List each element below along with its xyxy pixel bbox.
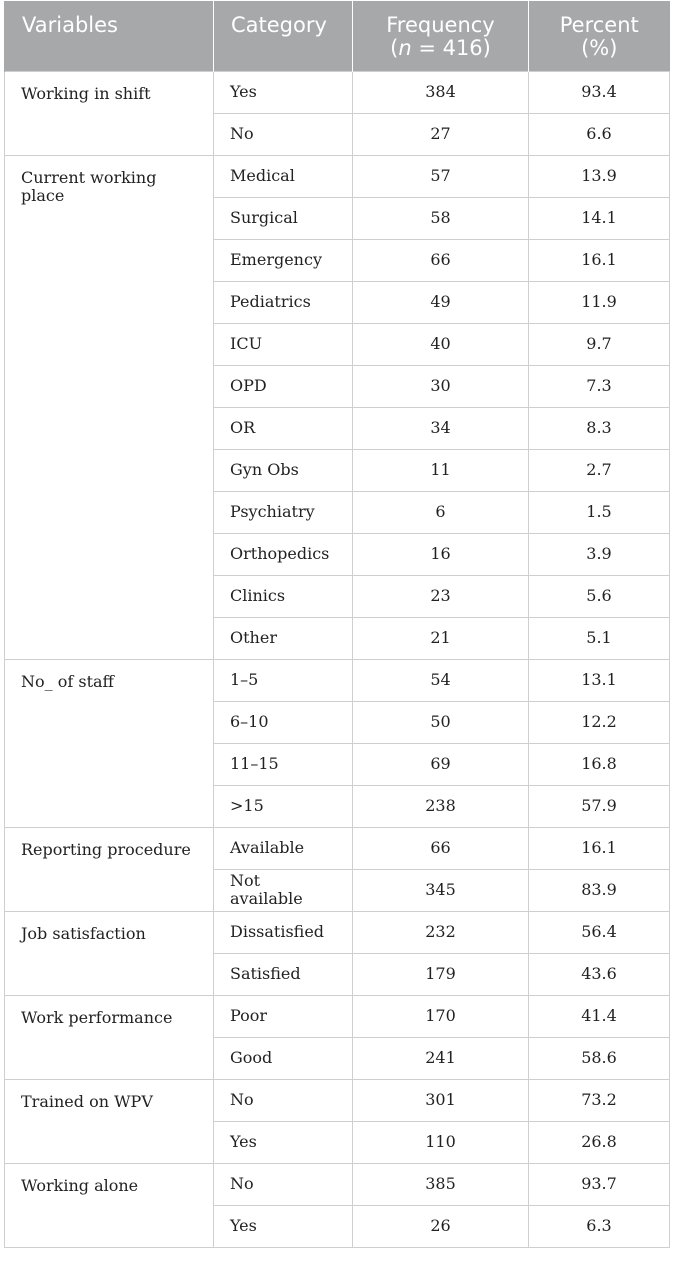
frequency-cell: 49 [353,281,529,323]
variable-cell: Reporting procedure [5,827,214,911]
percent-cell: 5.1 [529,617,670,659]
frequency-cell: 23 [353,575,529,617]
percent-cell: 41.4 [529,995,670,1037]
percent-cell: 26.8 [529,1121,670,1163]
category-cell: Poor [214,995,353,1037]
frequency-cell: 34 [353,407,529,449]
frequency-cell: 238 [353,785,529,827]
frequency-cell: 385 [353,1163,529,1205]
variable-cell: Trained on WPV [5,1079,214,1163]
percent-cell: 13.9 [529,155,670,197]
data-table [4,1,670,1248]
frequency-cell: 21 [353,617,529,659]
header-frequency: Frequency (n = 416) [353,1,529,71]
percent-cell: 58.6 [529,1037,670,1079]
percent-cell: 9.7 [529,323,670,365]
percent-cell: 14.1 [529,197,670,239]
percent-cell: 93.7 [529,1163,670,1205]
percent-cell: 6.3 [529,1205,670,1247]
table-body [5,71,670,1247]
category-cell: 1–5 [214,659,353,701]
category-cell: Dissatisfied [214,911,353,953]
percent-cell: 7.3 [529,365,670,407]
category-cell: Clinics [214,575,353,617]
category-cell: >15 [214,785,353,827]
header-category: Category [214,1,353,71]
frequency-cell: 179 [353,953,529,995]
variable-cell: Work performance [5,995,214,1079]
frequency-cell: 54 [353,659,529,701]
frequency-cell: 30 [353,365,529,407]
percent-cell: 56.4 [529,911,670,953]
variable-cell: Working in shift [5,71,214,155]
percent-cell: 43.6 [529,953,670,995]
category-cell: Surgical [214,197,353,239]
category-cell: Not available [214,869,353,911]
category-cell: Available [214,827,353,869]
percent-cell: 57.9 [529,785,670,827]
category-cell: Pediatrics [214,281,353,323]
percent-cell: 3.9 [529,533,670,575]
frequency-cell: 232 [353,911,529,953]
category-cell: No [214,1163,353,1205]
table-row [5,1163,670,1205]
table-row [5,659,670,701]
category-cell: 11–15 [214,743,353,785]
table-row [5,155,670,197]
frequency-cell: 26 [353,1205,529,1247]
frequency-cell: 11 [353,449,529,491]
percent-cell: 16.8 [529,743,670,785]
frequency-cell: 27 [353,113,529,155]
percent-cell: 83.9 [529,869,670,911]
category-cell: ICU [214,323,353,365]
frequency-cell: 301 [353,1079,529,1121]
category-cell: Psychiatry [214,491,353,533]
header-variables: Variables [5,1,214,71]
frequency-cell: 66 [353,827,529,869]
category-cell: Satisfied [214,953,353,995]
percent-cell: 6.6 [529,113,670,155]
category-cell: OPD [214,365,353,407]
frequency-cell: 384 [353,71,529,113]
category-cell: Emergency [214,239,353,281]
category-cell: 6–10 [214,701,353,743]
frequency-cell: 241 [353,1037,529,1079]
category-cell: Medical [214,155,353,197]
frequency-cell: 345 [353,869,529,911]
frequency-cell: 57 [353,155,529,197]
percent-cell: 5.6 [529,575,670,617]
table-row [5,995,670,1037]
table-row [5,827,670,869]
table-row [5,71,670,113]
category-cell: Gyn Obs [214,449,353,491]
table-row [5,911,670,953]
percent-cell: 13.1 [529,659,670,701]
category-cell: No [214,1079,353,1121]
category-cell: Yes [214,71,353,113]
category-cell: Yes [214,1121,353,1163]
category-cell: No [214,113,353,155]
variable-cell: Job satisfaction [5,911,214,995]
frequency-cell: 69 [353,743,529,785]
frequency-cell: 170 [353,995,529,1037]
percent-cell: 16.1 [529,827,670,869]
frequency-cell: 50 [353,701,529,743]
percent-cell: 93.4 [529,71,670,113]
variable-cell: Current working place [5,155,214,659]
frequency-cell: 66 [353,239,529,281]
category-cell: Good [214,1037,353,1079]
variable-cell: Working alone [5,1163,214,1247]
percent-cell: 11.9 [529,281,670,323]
frequency-cell: 6 [353,491,529,533]
frequency-cell: 110 [353,1121,529,1163]
category-cell: OR [214,407,353,449]
category-cell: Yes [214,1205,353,1247]
table-row [5,1079,670,1121]
variable-cell: No_ of staff [5,659,214,827]
table-header [5,1,670,71]
frequency-cell: 16 [353,533,529,575]
percent-cell: 16.1 [529,239,670,281]
category-cell: Orthopedics [214,533,353,575]
percent-cell: 73.2 [529,1079,670,1121]
percent-cell: 1.5 [529,491,670,533]
category-cell: Other [214,617,353,659]
frequency-cell: 58 [353,197,529,239]
percent-cell: 2.7 [529,449,670,491]
frequency-cell: 40 [353,323,529,365]
percent-cell: 12.2 [529,701,670,743]
header-percent: Percent (%) [529,1,670,71]
percent-cell: 8.3 [529,407,670,449]
